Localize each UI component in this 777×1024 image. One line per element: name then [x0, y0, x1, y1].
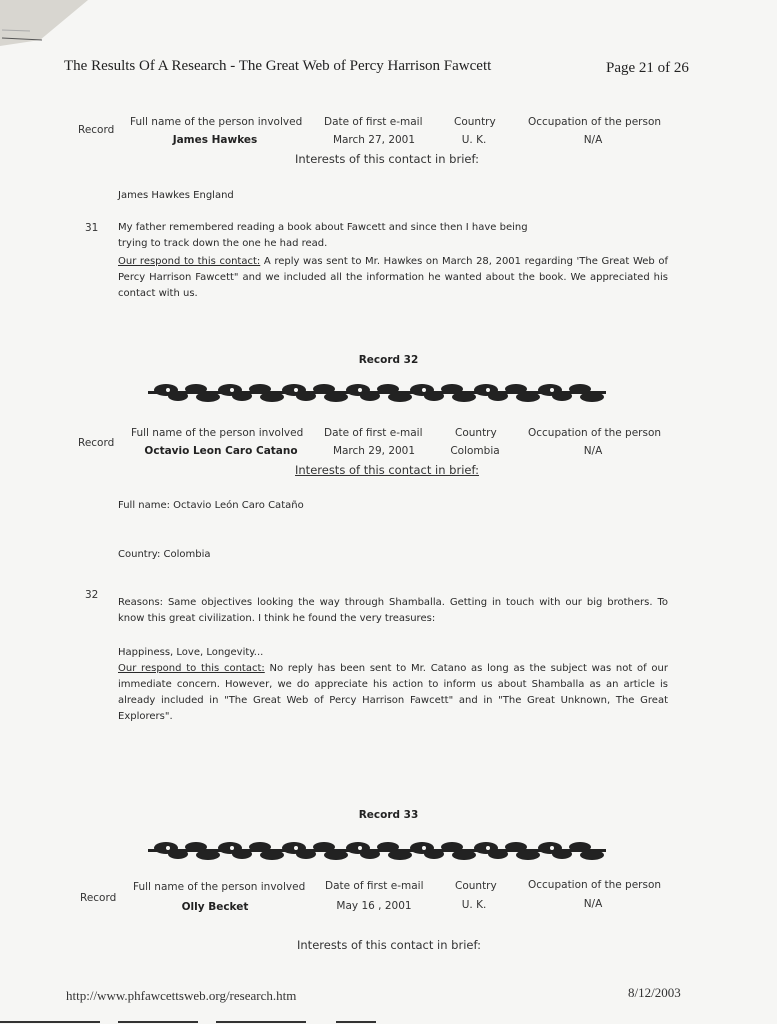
record31-text-name: James Hawkes England [118, 190, 234, 201]
record31-text-interest: My father remembered reading a book about Fawcett and since then I have being trying to track down the one he had read. [118, 222, 528, 249]
footer-date: 8/12/2003 [628, 985, 681, 1000]
record32-interests-heading: Interests of this contact in brief: [295, 463, 479, 477]
col-date-header: Date of first e-mail [325, 880, 424, 892]
scan-corner-shadow [0, 0, 90, 48]
ornamental-divider [148, 840, 606, 862]
record33-occupation: N/A [583, 898, 603, 910]
record31-interests-heading: Interests of this contact in brief: [295, 152, 479, 166]
record-label: Record [78, 124, 115, 136]
respond-label: Our respond to this contact: [118, 663, 265, 674]
record32-country: Colombia [450, 445, 500, 457]
record31-country: U. K. [461, 134, 487, 146]
record32-country-line: Country: Colombia [118, 549, 211, 560]
col-date-header: Date of first e-mail [324, 427, 423, 439]
record32-reasons: Reasons: Same objectives looking the way through Shamballa. Getting in touch with our big brothers. To know this great civilization. I think he found the very treasures: [118, 597, 668, 624]
col-occupation-header: Occupation of the person [528, 879, 662, 891]
col-full-name-header: Full name of the person involved [131, 427, 304, 439]
record31-number: 31 [85, 222, 99, 234]
col-country-header: Country [455, 427, 497, 439]
record32-fullname-line: Full name: Octavio León Caro Cataño [118, 500, 304, 511]
record32-number: 32 [85, 589, 99, 601]
record31-date: March 27, 2001 [332, 134, 416, 146]
scan-bottom-edge [0, 1019, 777, 1024]
record-label: Record [78, 437, 115, 449]
record32-date: March 29, 2001 [332, 445, 416, 457]
record31-reply-paragraph [118, 254, 668, 302]
record33-country: U. K. [461, 899, 487, 911]
record33-name: Olly Becket [181, 901, 249, 913]
col-date-header: Date of first e-mail [324, 116, 423, 128]
col-country-header: Country [454, 116, 496, 128]
respond-label: Our respond to this contact: [118, 256, 261, 267]
record31-reply: A reply was sent to Mr. Hawkes on March 28, 2001 regarding 'The Great Web of Percy Harrison Fawcett" and we included all the information he wanted about the book. We appreciated his contact with us. [118, 256, 668, 299]
col-country-header: Country [455, 880, 497, 892]
col-occupation-header: Occupation of the person [528, 427, 662, 439]
record33-title: Record 33 [358, 809, 419, 821]
record31-occupation: N/A [583, 134, 603, 146]
record-label: Record [80, 892, 117, 904]
record32-reply: No reply has been sent to Mr. Catano as long as the subject was not of our immediate concern. However, we do appreciate his action to inform us about Shamballa as an article is already included in "The Great Web of Percy Harrison Fawcett" and in "The Great Unknown, The Great Explorers". [118, 663, 668, 722]
record32-name: Octavio Leon Caro Catano [144, 445, 298, 457]
footer-url: http://www.phfawcettsweb.org/research.htm [66, 988, 297, 1003]
page-number: Page 21 of 26 [606, 60, 689, 76]
col-occupation-header: Occupation of the person [528, 116, 662, 128]
record32-title: Record 32 [358, 354, 419, 366]
record32-occupation: N/A [583, 445, 603, 457]
col-full-name-header: Full name of the person involved [133, 881, 306, 893]
record33-interests-heading: Interests of this contact in brief: [297, 938, 481, 952]
ornamental-divider [148, 382, 606, 404]
record33-date: May 16 , 2001 [336, 900, 412, 912]
record32-reply-paragraph [118, 661, 668, 725]
page-header-title: The Results Of A Research - The Great Web of Percy Harrison Fawcett [64, 58, 492, 74]
record31-name: James Hawkes [172, 134, 258, 146]
record32-happiness: Happiness, Love, Longevity... [118, 647, 264, 658]
col-full-name-header: Full name of the person involved [130, 116, 303, 128]
